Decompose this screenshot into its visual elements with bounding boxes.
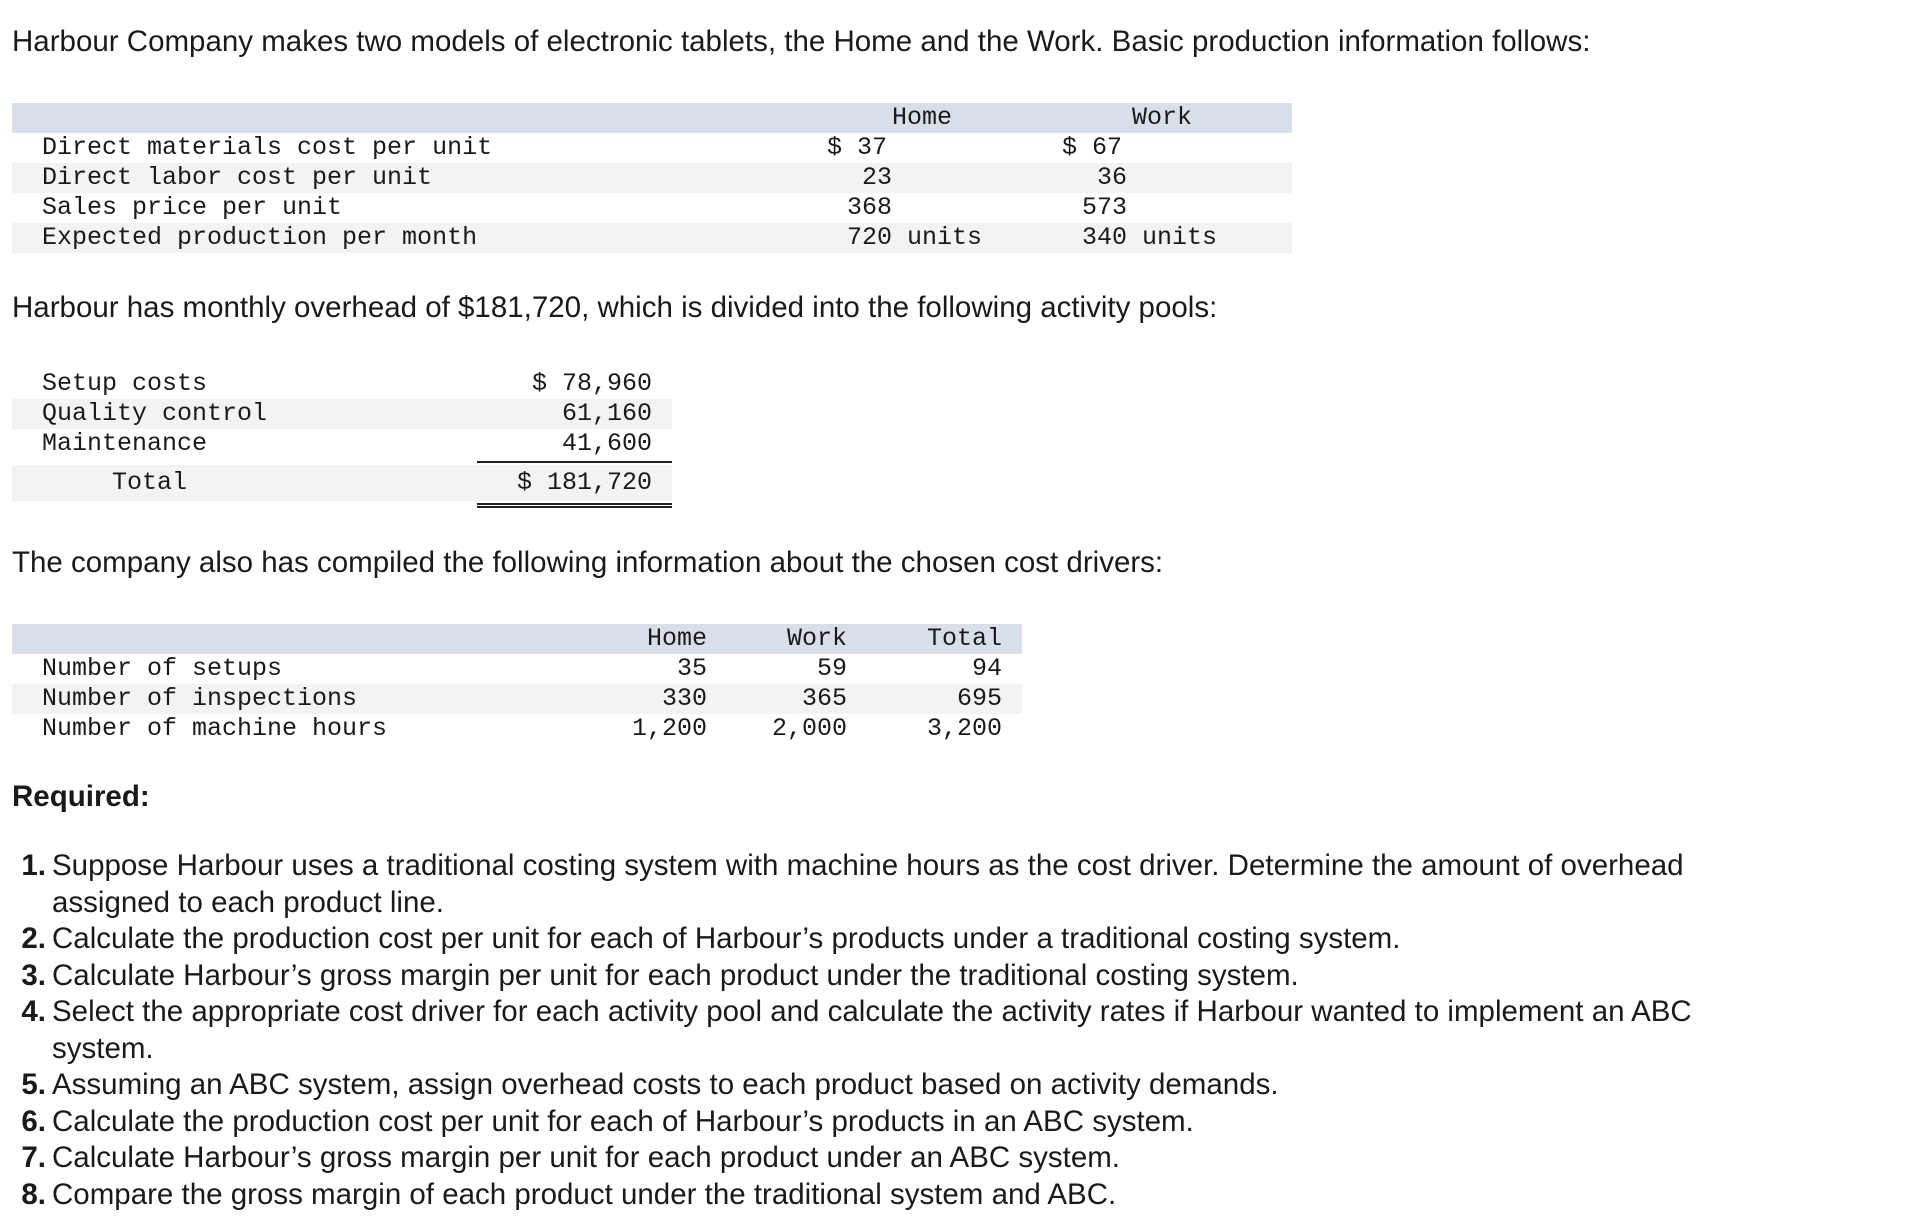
- total-value: 695: [956, 684, 1002, 713]
- required-heading: Required:: [12, 780, 150, 813]
- home-value: $ 37: [827, 133, 888, 162]
- row-label: Number of inspections: [42, 684, 358, 713]
- table-row: [12, 684, 1022, 714]
- list-item: [12, 994, 1912, 1067]
- table-row: [12, 429, 672, 459]
- item-line: Select the appropriate cost driver for each activity pool and calculate the activity rates if Harbour wanted to implement an ABC: [52, 995, 1692, 1028]
- overhead-table: [12, 369, 672, 509]
- home-value: 35: [676, 654, 707, 683]
- drivers-paragraph: The company also has compiled the following information about the chosen cost drivers:: [12, 546, 1164, 579]
- list-item: [12, 958, 1912, 995]
- home-value: 330: [661, 684, 707, 713]
- required-list: [12, 848, 1912, 1213]
- drivers-table: [12, 624, 1022, 746]
- table-row: [12, 193, 1292, 223]
- item-line: Calculate Harbour’s gross margin per unit for each product under an ABC system.: [52, 1141, 1120, 1174]
- row-label: Number of setups: [42, 654, 283, 683]
- table-row: [12, 163, 1292, 193]
- list-item: [12, 1177, 1912, 1214]
- work-value: 365: [801, 684, 847, 713]
- table-row: [12, 369, 672, 399]
- production-table: [12, 103, 1292, 255]
- item-line: assigned to each product line.: [52, 885, 444, 919]
- total-value: 3,200: [926, 714, 1002, 743]
- table-row: [12, 654, 1022, 684]
- list-item: [12, 1140, 1912, 1177]
- total-label: Total: [112, 468, 188, 497]
- table-row: [12, 133, 1292, 163]
- row-label: Maintenance: [42, 429, 208, 458]
- drivers-header-total: Total: [926, 624, 1002, 653]
- home-value: 720 units: [847, 223, 983, 252]
- table-row: [12, 399, 672, 429]
- table-row: [12, 223, 1292, 253]
- item-line: system.: [52, 1031, 154, 1065]
- total-amount: $ 181,720: [516, 468, 652, 497]
- work-value: 573: [1082, 193, 1128, 222]
- intro-paragraph: Harbour Company makes two models of electronic tablets, the Home and the Work. Basic production information follows:: [12, 25, 1591, 58]
- item-number: 2.: [21, 922, 46, 955]
- overhead-total-row: [12, 465, 672, 501]
- total-double-rule: [477, 503, 672, 508]
- drivers-header-work: Work: [786, 624, 847, 653]
- work-value: 340 units: [1082, 223, 1218, 252]
- work-value: 36: [1097, 163, 1128, 192]
- home-value: 23: [862, 163, 893, 192]
- production-header-home: Home: [891, 103, 952, 132]
- amount-value: 41,600: [561, 429, 652, 458]
- item-number: 5.: [21, 1068, 46, 1101]
- item-line: Suppose Harbour uses a traditional costing system with machine hours as the cost driver. Determine the amount of overhead: [52, 849, 1684, 882]
- row-label: Direct labor cost per unit: [42, 163, 433, 192]
- amount-value: 61,160: [561, 399, 652, 428]
- overhead-paragraph: Harbour has monthly overhead of $181,720, which is divided into the following activity pools:: [12, 291, 1218, 324]
- work-value: $ 67: [1062, 133, 1123, 162]
- work-value: 59: [816, 654, 847, 683]
- row-label: Number of machine hours: [42, 714, 388, 743]
- item-line: Calculate Harbour’s gross margin per unit for each product under the traditional costing system.: [52, 958, 1299, 992]
- row-label: Sales price per unit: [42, 193, 343, 222]
- row-label: Direct materials cost per unit: [42, 133, 493, 162]
- item-number: 7.: [21, 1141, 46, 1174]
- row-label: Setup costs: [42, 369, 208, 398]
- subtotal-rule: [477, 461, 672, 463]
- row-label: Quality control: [42, 399, 268, 428]
- row-label: Expected production per month: [42, 223, 478, 252]
- item-line: Compare the gross margin of each product under the traditional system and ABC.: [52, 1177, 1117, 1211]
- drivers-header-row: [12, 624, 1022, 654]
- table-row: [12, 714, 1022, 744]
- amount-value: $ 78,960: [531, 369, 652, 398]
- home-value: 1,200: [631, 714, 707, 743]
- drivers-header-home: Home: [646, 624, 707, 653]
- item-line: Assuming an ABC system, assign overhead costs to each product based on activity demands.: [52, 1068, 1279, 1101]
- item-line: Calculate the production cost per unit for each of Harbour’s products in an ABC system.: [52, 1104, 1194, 1138]
- list-item: [12, 921, 1912, 958]
- item-number: 4.: [21, 995, 46, 1028]
- item-number: 6.: [21, 1104, 46, 1138]
- home-value: 368: [847, 193, 893, 222]
- item-number: 1.: [21, 849, 46, 882]
- work-value: 2,000: [771, 714, 847, 743]
- list-item: [12, 848, 1912, 921]
- item-line: Calculate the production cost per unit for each of Harbour’s products under a traditional costing system.: [52, 922, 1401, 955]
- list-item: [12, 1067, 1912, 1104]
- list-item: [12, 1104, 1912, 1141]
- total-value: 94: [971, 654, 1002, 683]
- item-number: 8.: [21, 1177, 46, 1211]
- production-header-row: [12, 103, 1292, 133]
- item-number: 3.: [21, 958, 46, 992]
- production-header-work: Work: [1131, 103, 1192, 132]
